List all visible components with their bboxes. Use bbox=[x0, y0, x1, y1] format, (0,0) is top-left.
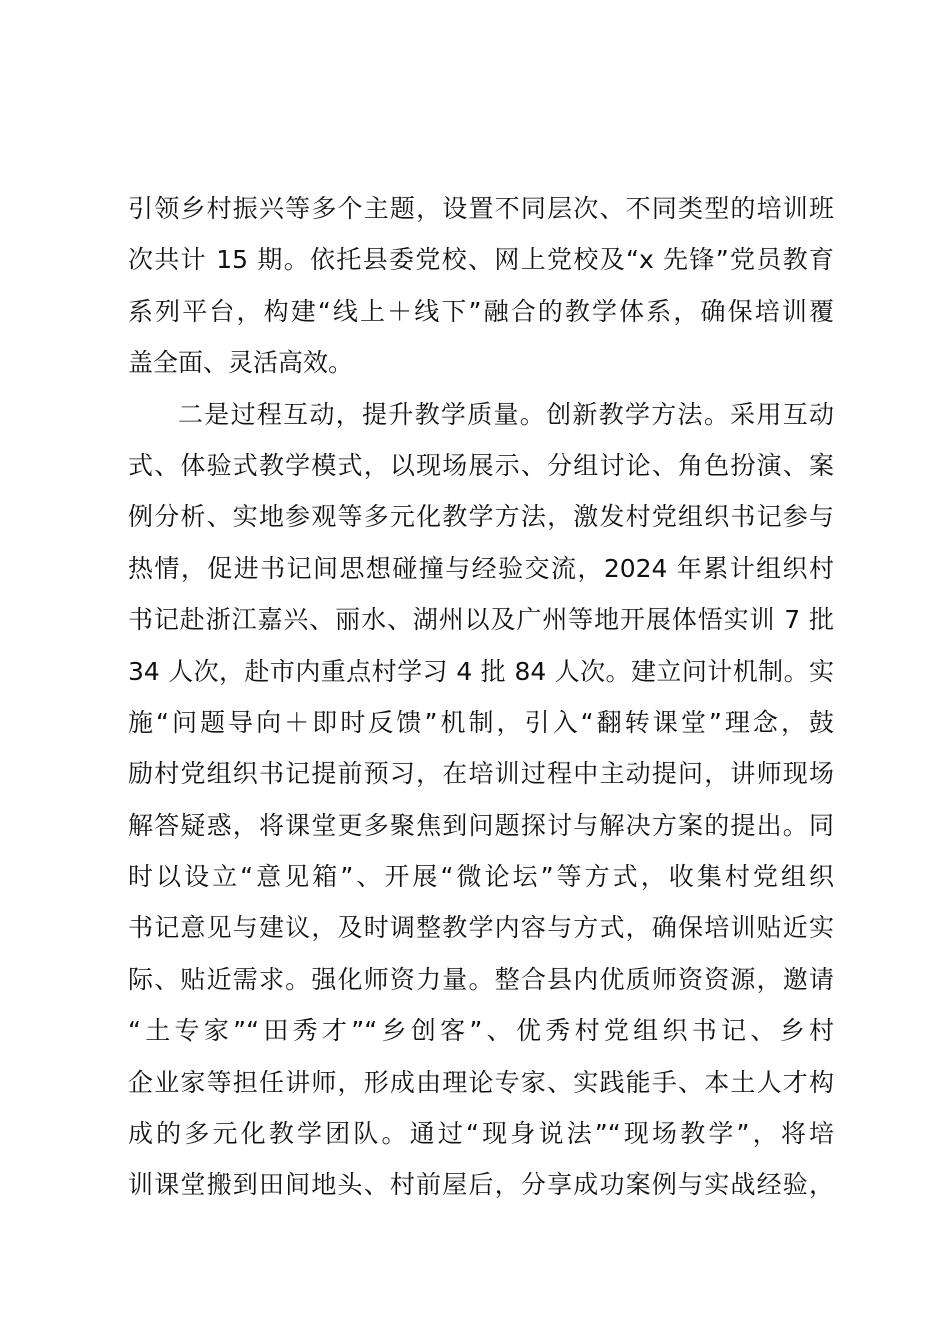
text-line: 式、体验式教学模式，以现场展示、分组讨论、角色扮演、案 bbox=[128, 450, 834, 480]
text-line: 施“问题导向＋即时反馈”机制，引入“翻转课堂”理念，鼓 bbox=[128, 707, 834, 737]
body-text bbox=[128, 183, 834, 1211]
text-line: 际、贴近需求。强化师资力量。整合县内优质师资资源，邀请 bbox=[128, 964, 834, 994]
text-line: 次共计 15 期。依托县委党校、网上党校及“x 先锋”党员教育 bbox=[128, 245, 834, 275]
text-line: 训课堂搬到田间地头、村前屋后，分享成功案例与实战经验， bbox=[128, 1170, 834, 1200]
text-line: 成的多元化教学团队。通过“现身说法”“现场教学”，将培 bbox=[128, 1119, 834, 1149]
text-line: 励村党组织书记提前预习，在培训过程中主动提问，讲师现场 bbox=[128, 759, 834, 789]
text-line: 解答疑惑，将课堂更多聚焦到问题探讨与解决方案的提出。同 bbox=[128, 810, 834, 840]
text-line: 系列平台，构建“线上＋线下”融合的教学体系，确保培训覆 bbox=[128, 296, 834, 326]
paragraph-first-line: 二是过程互动，提升教学质量。创新教学方法。采用互动 bbox=[178, 399, 834, 429]
text-line: 引领乡村振兴等多个主题，设置不同层次、不同类型的培训班 bbox=[128, 194, 834, 223]
text-line: 企业家等担任讲师，形成由理论专家、实践能手、本土人才构 bbox=[128, 1067, 834, 1097]
text-line: “土专家”“田秀才”“乡创客”、优秀村党组织书记、乡村 bbox=[128, 1016, 834, 1046]
text-line: 热情，促进书记间思想碰撞与经验交流，2024 年累计组织村 bbox=[128, 553, 834, 583]
text-line: 34 人次，赴市内重点村学习 4 批 84 人次。建立问计机制。实 bbox=[128, 656, 834, 686]
text-line: 书记赴浙江嘉兴、丽水、湖州以及广州等地开展体悟实训 7 批 bbox=[128, 605, 834, 635]
text-line: 盖全面、灵活高效。 bbox=[128, 348, 354, 378]
text-line: 书记意见与建议，及时调整教学内容与方式，确保培训贴近实 bbox=[128, 913, 834, 943]
text-line: 例分析、实地参观等多元化教学方法，激发村党组织书记参与 bbox=[128, 502, 834, 532]
text-line: 时以设立“意见箱”、开展“微论坛”等方式，收集村党组织 bbox=[128, 862, 834, 892]
